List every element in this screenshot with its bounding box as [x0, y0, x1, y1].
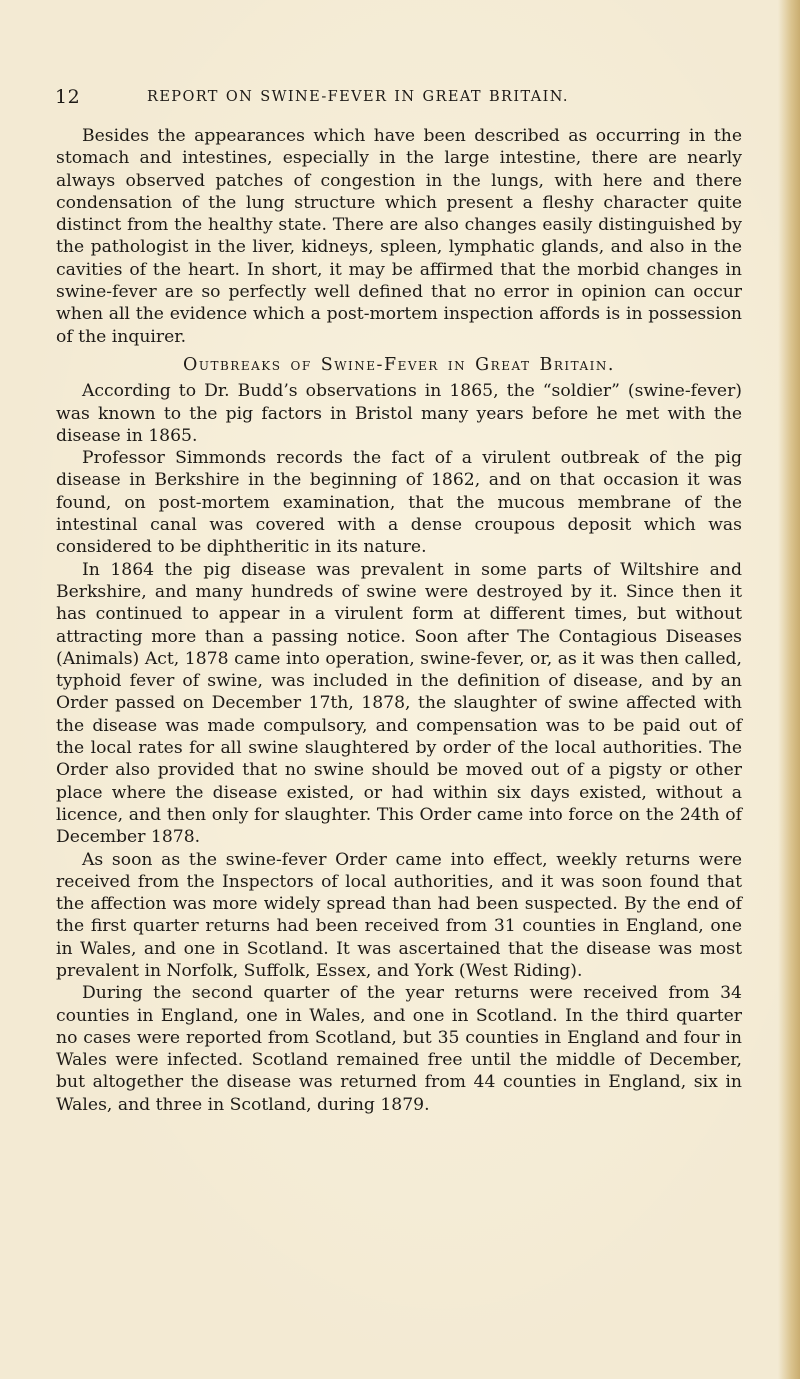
body-text [56, 125, 742, 1116]
page-number: 12 [55, 86, 81, 108]
paragraph: As soon as the swine-fever Order came into effect, weekly returns were received from the Inspectors of local authorities, and it was soon found that the affection was more widely spread than had been suspected. By the end of the first quarter returns had been received from 31 counties in England, one in Wales, and one in Scotland. It was ascertained that the disease was most prevalent in Norfolk, Suffolk, Essex, and York (West Riding). [56, 849, 742, 981]
paragraph: Besides the appearances which have been described as occurring in the stomach and intestines, especially in the large intestine, there are nearly always observed patches of congestion in the lungs, with here and there condensation of the lung structure which present a fleshy character quite distinct from the healthy state. There are also changes easily distinguished by the pathologist in the liver, kidneys, spleen, lymphatic glands, and also in the cavities of the heart. In short, it may be affirmed that the morbid changes in swine-fever are so perfectly well defined that no error in opinion can occur when all the evidence which a post-mortem inspection affords is in possession of the inquirer. [56, 126, 742, 347]
section-heading: Outbreaks of Swine-Fever in Great Britain. [183, 354, 615, 375]
paragraph: In 1864 the pig disease was prevalent in some parts of Wiltshire and Berkshire, and many hundreds of swine were destroyed by it. Since then it has continued to appear in a virulent form at different times, but without attracting more than a passing notice. Soon after The Contagious Diseases (Animals) Act, 1878 came into operation, swine-fever, or, as it was then called, typhoid fever of swine, was included in the definition of disease, and by an Order passed on December 17th, 1878, the slaughter of swine affected with the disease was made compulsory, and compensation was to be paid out of the local rates for all swine slaughtered by order of the local authorities. The Order also provided that no swine should be moved out of a pigsty or other place where the disease existed, or had within six days existed, without a licence, and then only for slaughter. This Order came into force on the 24th of December 1878. [56, 559, 742, 848]
page-header [55, 86, 745, 112]
page-edge-shadow [778, 0, 800, 1379]
paragraph: According to Dr. Budd’s observations in 1865, the “soldier” (swine-fever) was known to the pig factors in Bristol many years before he met with the disease in 1865. [56, 381, 742, 446]
running-title: REPORT ON SWINE-FEVER IN GREAT BRITAIN. [147, 89, 569, 105]
paragraph: During the second quarter of the year returns were received from 34 counties in England, one in Wales, and one in Scotland. In the third quarter no cases were reported from Scotland, but 35 counties in England and four in Wales were infected. Scotland remained free until the middle of December, but altogether the disease was returned from 44 counties in England, six in Wales, and three in Scotland, during 1879. [56, 983, 742, 1115]
paragraph: Professor Simmonds records the fact of a virulent outbreak of the pig disease in Berkshire in the beginning of 1862, and on that occasion it was found, on post-mortem examination, that the mucous membrane of the intestinal canal was covered with a dense croupous deposit which was considered to be diphtheritic in its nature. [56, 448, 742, 558]
